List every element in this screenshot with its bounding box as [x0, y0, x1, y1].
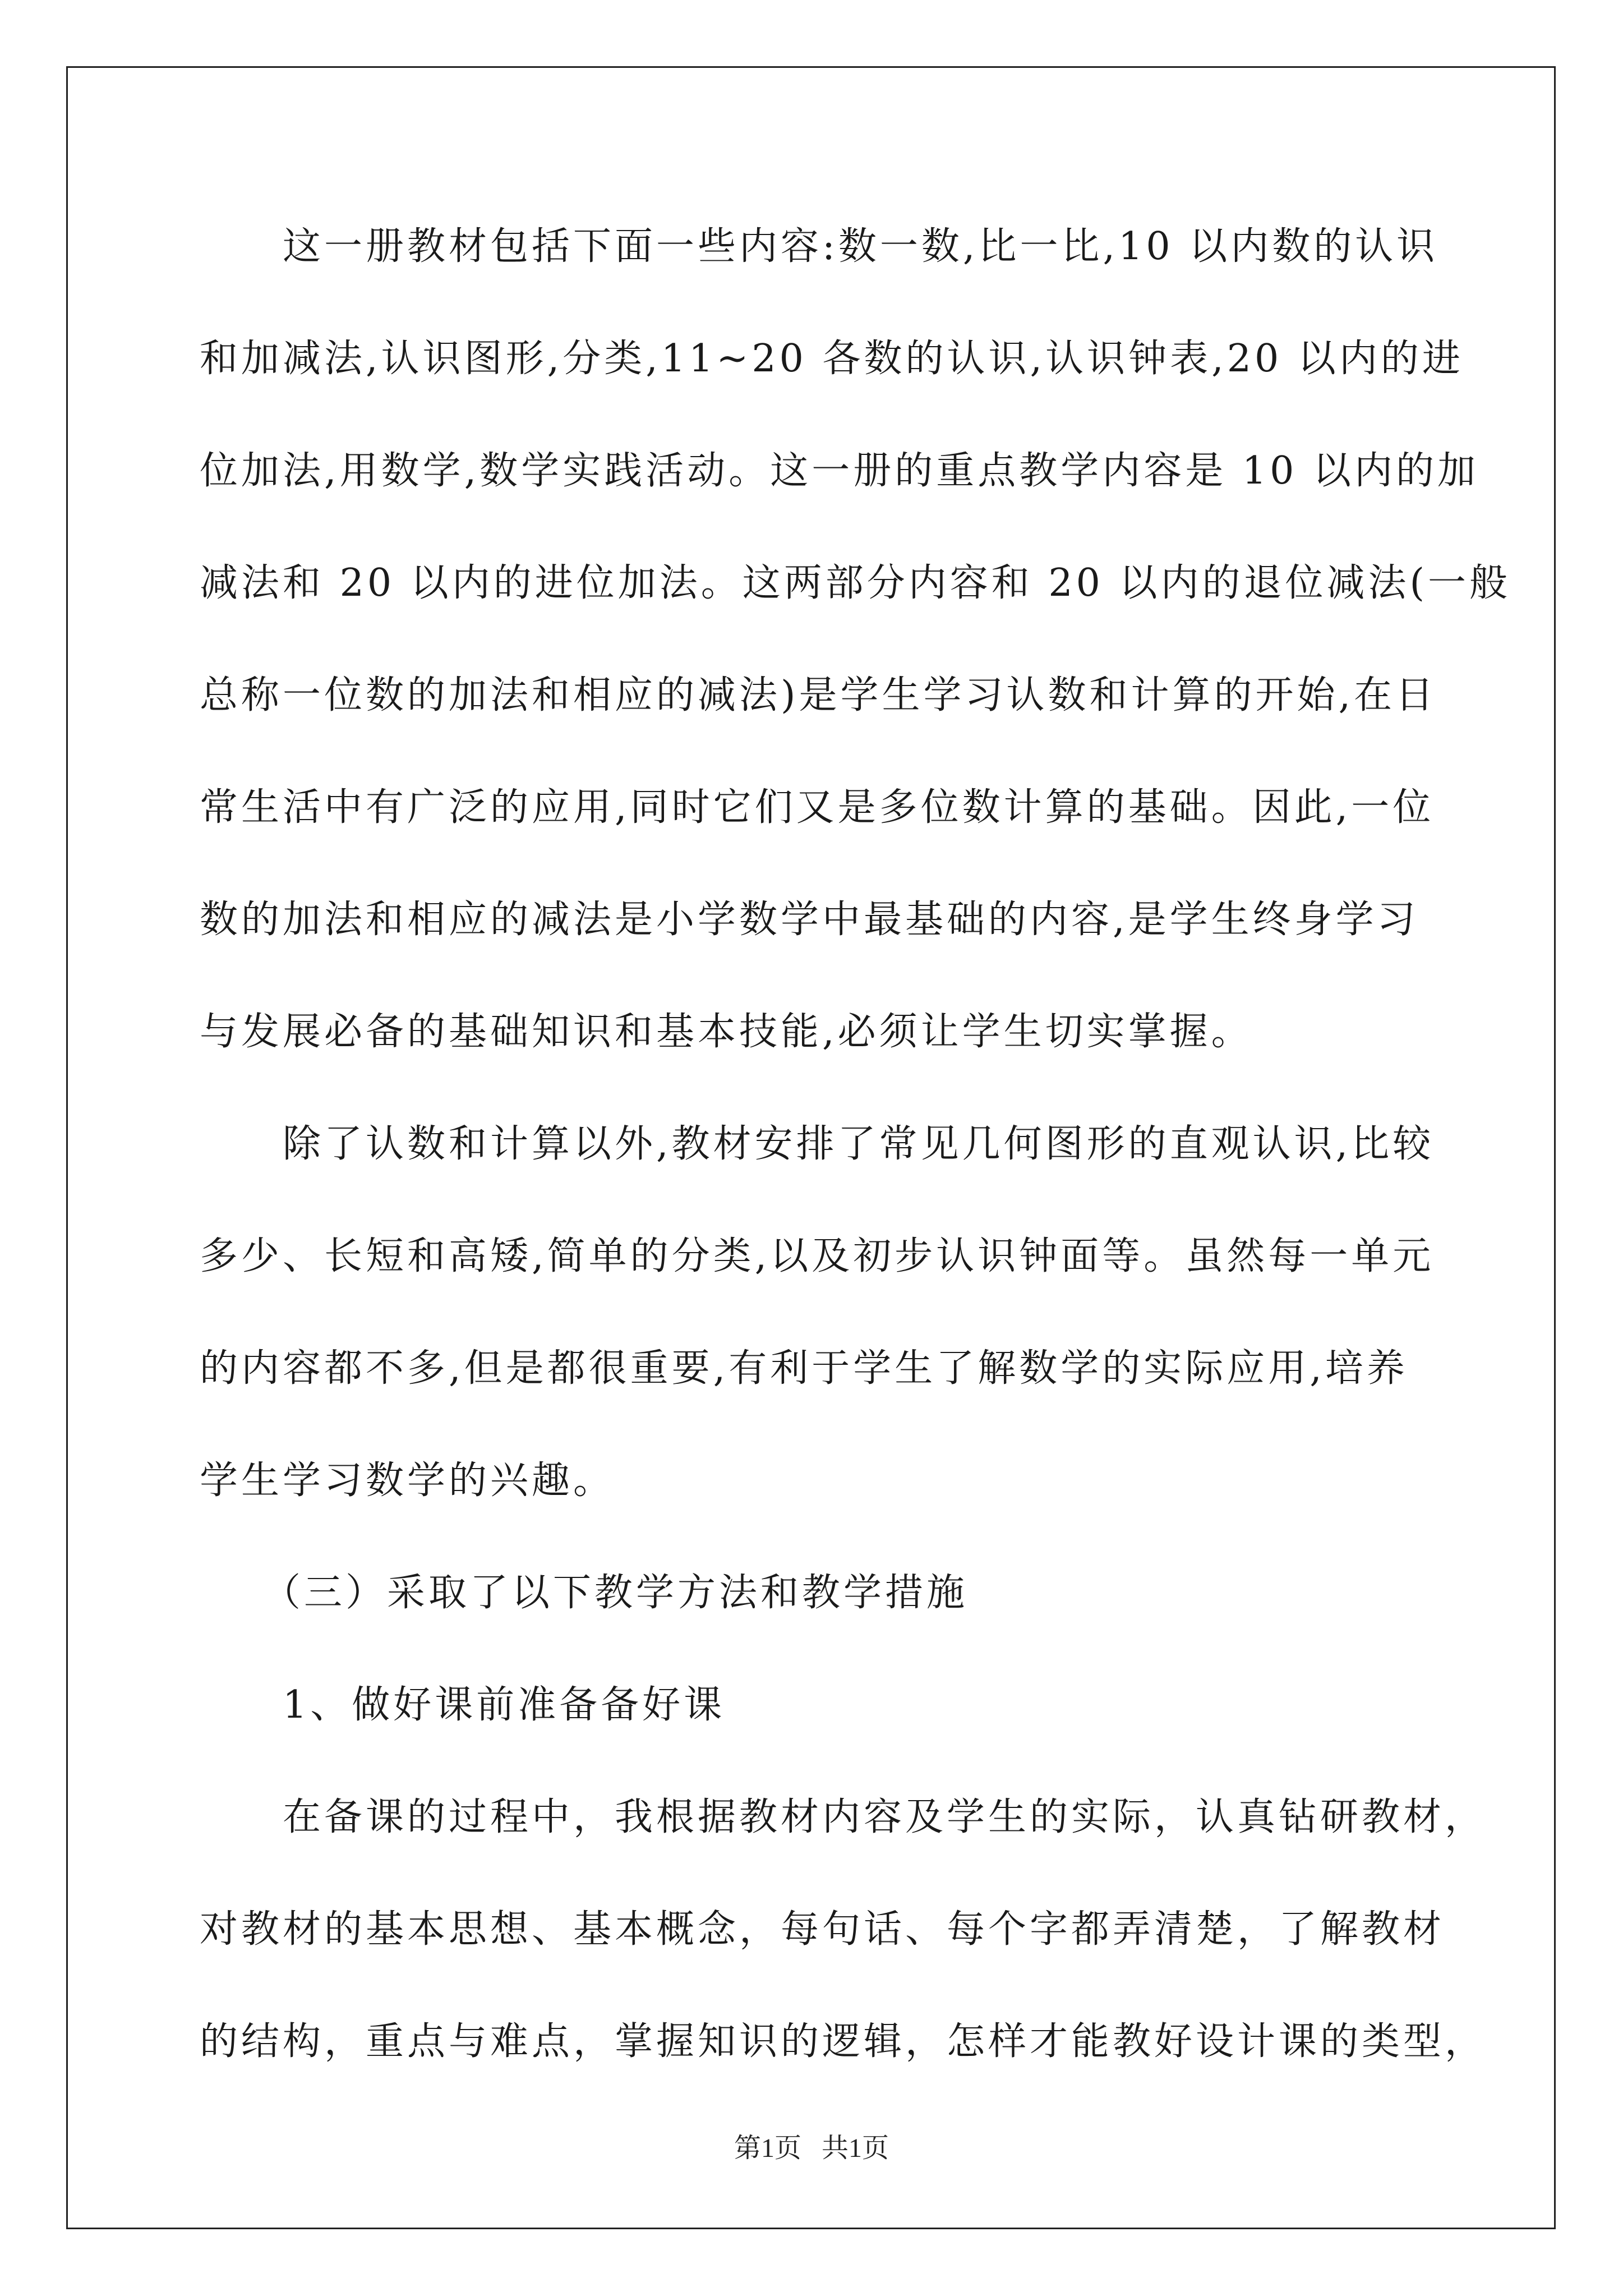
section-heading: （三）采取了以下教学方法和教学措施	[262, 1571, 969, 1615]
subsection-heading: 1、做好课前准备备好课	[283, 1683, 726, 1727]
paragraph-2-line-2: 多少、长短和高矮,简单的分类,以及初步认识钟面等。虽然每一单元	[200, 1234, 1435, 1278]
paragraph-1-line-6: 常生活中有广泛的应用,同时它们又是多位数计算的基础。因此,一位	[200, 785, 1435, 830]
paragraph-2-line-4: 学生学习数学的兴趣。	[200, 1458, 615, 1503]
document-body	[200, 213, 1511, 2120]
paragraph-2-line-3: 的内容都不多,但是都很重要,有利于学生了解数学的实际应用,培养	[200, 1346, 1408, 1391]
paragraph-1-line-8: 与发展必备的基础知识和基本技能,必须让学生切实掌握。	[200, 1010, 1253, 1054]
paragraph-1-line-5: 总称一位数的加法和相应的减法)是学生学习认数和计算的开始,在日	[200, 673, 1437, 717]
paragraph-1-line-4: 减法和 20 以内的进位加法。这两部分内容和 20 以内的退位减法(一般	[200, 561, 1511, 605]
page-footer: 第1页 共1页	[734, 2133, 889, 2163]
paragraph-3-line-1: 在备课的过程中，我根据教材内容及学生的实际，认真钻研教材，	[283, 1795, 1487, 1839]
paragraph-2-line-1: 除了认数和计算以外,教材安排了常见几何图形的直观认识,比较	[283, 1122, 1435, 1166]
paragraph-1-line-2: 和加减法,认识图形,分类,11~20 各数的认识,认识钟表,20 以内的进	[200, 337, 1464, 381]
paragraph-1-line-7: 数的加法和相应的减法是小学数学中最基础的内容,是学生终身学习	[200, 898, 1419, 942]
paragraph-1-line-1: 这一册教材包括下面一些内容:数一数,比一比,10 以内数的认识	[283, 224, 1438, 269]
paragraph-3-line-2: 对教材的基本思想、基本概念，每句话、每个字都弄清楚，了解教材	[200, 1907, 1445, 1952]
paragraph-3-line-3: 的结构，重点与难点，掌握知识的逻辑，怎样才能教好设计课的类型，	[200, 2019, 1487, 2064]
paragraph-1-line-3: 位加法,用数学,数学实践活动。这一册的重点教学内容是 10 以内的加	[200, 449, 1479, 493]
